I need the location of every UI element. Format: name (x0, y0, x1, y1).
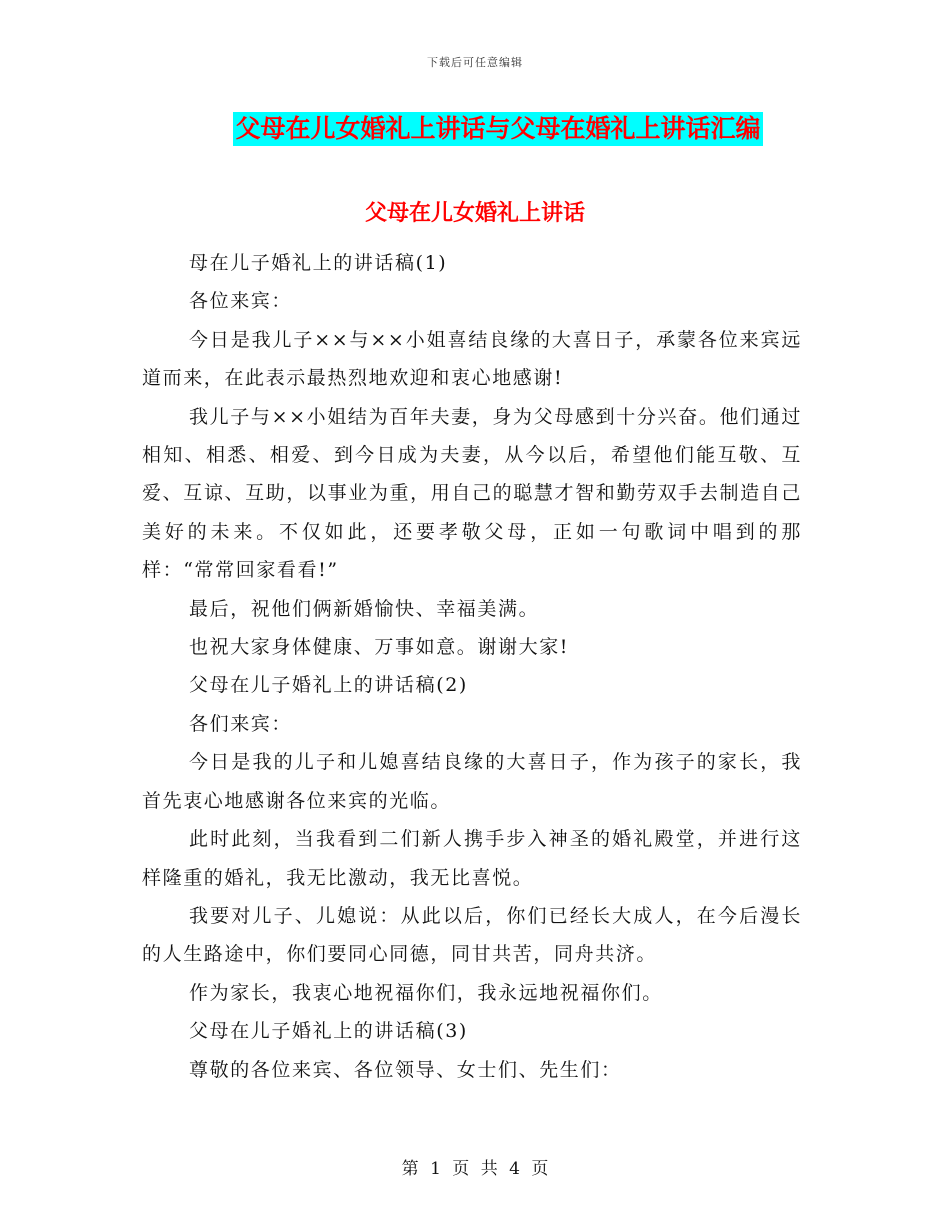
paragraph: 也祝大家身体健康、万事如意。谢谢大家! (189, 636, 570, 659)
paragraph: 作为家长，我衷心地祝福你们，我永远地祝福你们。 (189, 981, 663, 1004)
paragraph: 父母在儿子婚礼上的讲话稿(3) (189, 1020, 468, 1043)
paragraph: 今日是我的儿子和儿媳喜结良缘的大喜日子，作为孩子的家长，我首先衷心地感谢各位来宾的光临。 (142, 751, 802, 812)
main-title-text: 父母在儿女婚礼上讲话与父母在婚礼上讲话汇编 (233, 112, 762, 146)
paragraph: 母在儿子婚礼上的讲话稿(1) (189, 252, 448, 274)
paragraph: 今日是我儿子××与××小姐喜结良缘的大喜日子，承蒙各位来宾远道而来，在此表示最热烈地欢迎和衷心地感谢! (142, 328, 802, 390)
paragraph: 此时此刻，当我看到二们新人携手步入神圣的婚礼殿堂，并进行这样隆重的婚礼，我无比激动，我无比喜悦。 (142, 828, 802, 889)
paragraph: 最后，祝他们俩新婚愉快、幸福美满。 (189, 597, 540, 620)
paragraph: 我要对儿子、儿媳说：从此以后，你们已经长大成人，在今后漫长的人生路途中，你们要同心同德，同甘共苦，同舟共济。 (142, 904, 802, 966)
paragraph: 各们来宾： (189, 712, 293, 735)
main-title (0, 112, 950, 146)
page-footer: 第 1 页 共 4 页 (401, 1159, 549, 1179)
paragraph: 各位来宾： (189, 290, 293, 313)
paragraph: 尊敬的各位来宾、各位领导、女士们、先生们： (189, 1058, 622, 1081)
paragraph: 我儿子与××小姐结为百年夫妻，身为父母感到十分兴奋。他们通过相知、相悉、相爱、到今日成为夫妻，从今以后，希望他们能互敬、互爱、互谅、互助，以事业为重，用自己的聪慧才智和勤劳双手去制造自己美好的未来。不仅如此，还要孝敬父母，正如一句歌词中唱到的那样：“常常回家看看!” (142, 405, 802, 582)
document-body (142, 218, 802, 1089)
page-header: 下载后可任意编辑 (427, 56, 523, 69)
paragraph: 父母在儿子婚礼上的讲话稿(2) (189, 674, 468, 697)
section-title: 父母在儿女婚礼上讲话 (364, 201, 585, 226)
